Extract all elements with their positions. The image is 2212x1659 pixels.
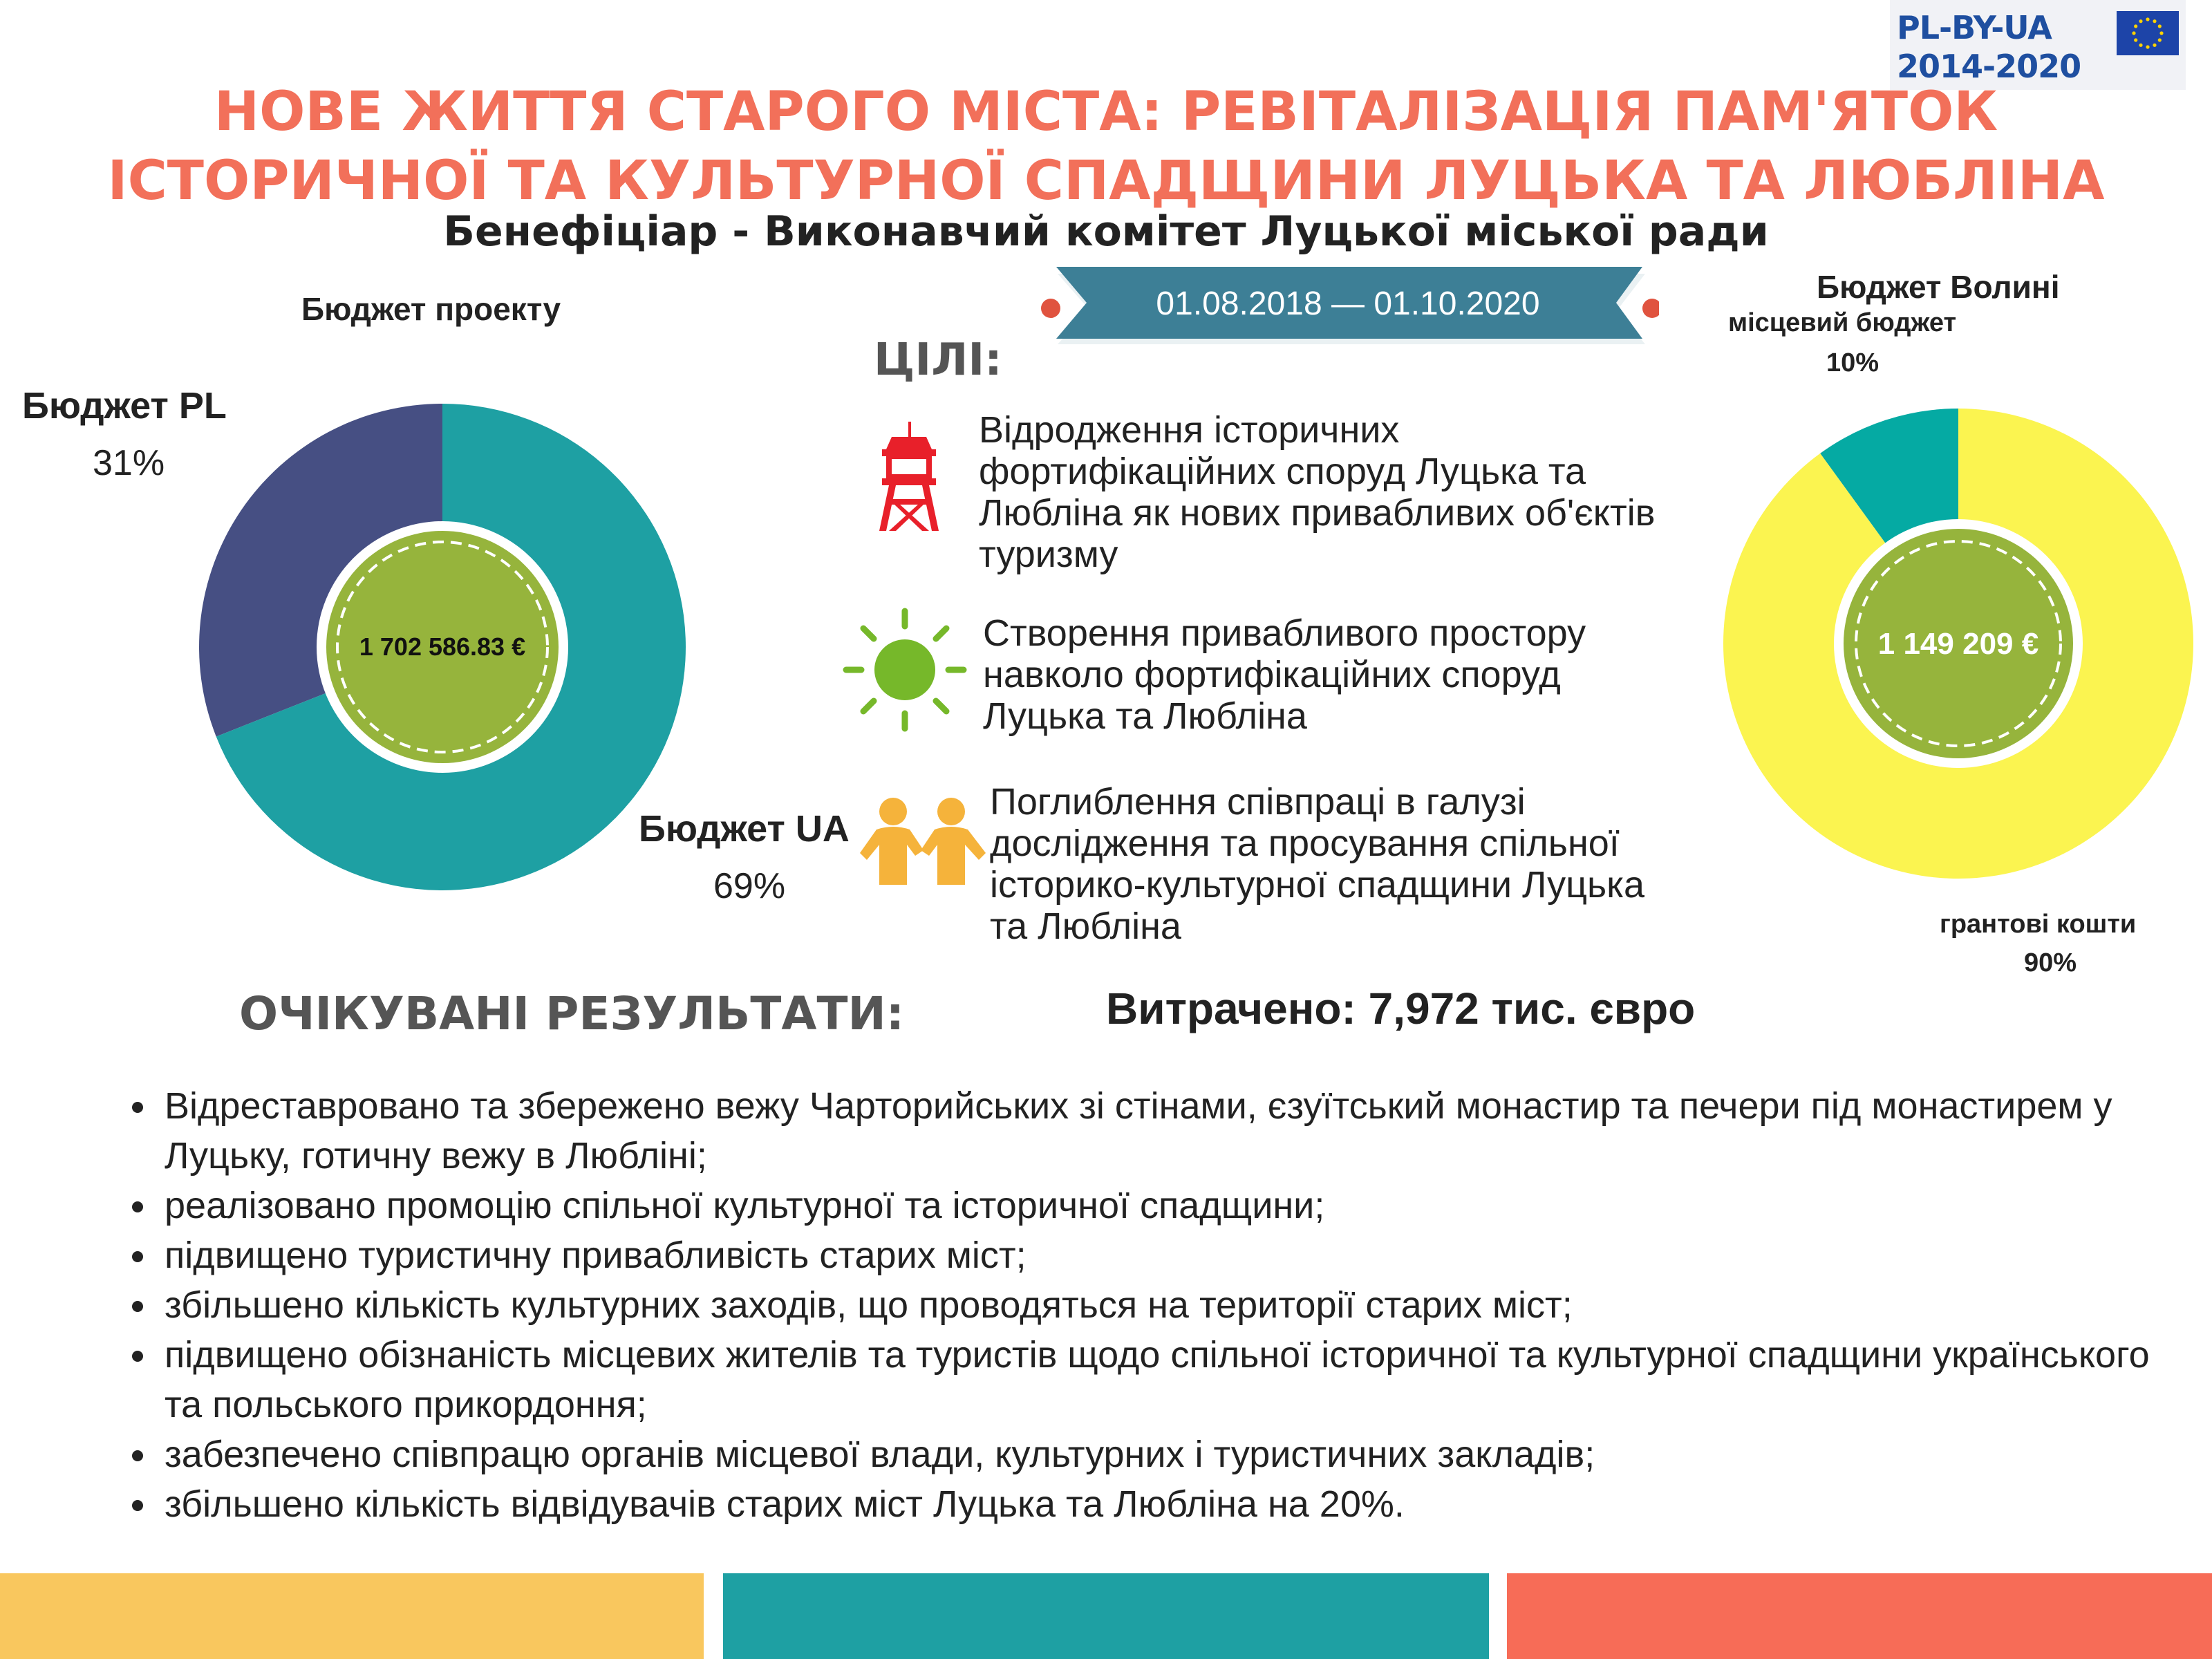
list-item: • підвищено туристичну привабливість старих міст; — [159, 1230, 2177, 1280]
goals-heading: ЦІЛІ: — [874, 335, 1002, 386]
logo-text — [1897, 8, 2081, 86]
list-item: • реалізовано промоцію спільної культурної та історичної спадщини; — [159, 1181, 2177, 1230]
eu-star — [2132, 31, 2135, 35]
ribbon-dot-right — [1642, 299, 1659, 318]
beneficiary: Бенефіціар - Виконавчий комітет Луцької міської ради — [443, 207, 1769, 256]
results-list — [118, 1081, 2177, 1529]
date-range: 01.08.2018 — 01.10.2020 — [1156, 285, 1540, 322]
list-item: • збільшено кількість відвідувачів старих міст Луцька та Любліна на 20%. — [159, 1479, 2177, 1529]
chart1-pct-ua: 69% — [713, 866, 786, 906]
list-item: • збільшено кількість культурних заходів, що проводяться на території старих міст; — [159, 1280, 2177, 1330]
eu-star — [2146, 17, 2149, 21]
chart-project-budget — [194, 398, 691, 896]
ribbon-dot-left — [1041, 299, 1060, 318]
list-item: • Відреставровано та збережено вежу Чарторийських зі стінами, єзуїтський монастир та печери під монастирем у Луцьку, готичну вежу в Любліні; — [159, 1081, 2177, 1181]
eu-star — [2159, 31, 2163, 35]
eu-star — [2158, 24, 2162, 28]
goal-text-2: Створення привабливого простору навколо фортифікаційних споруд Луцька та Любліна — [983, 612, 1586, 737]
eu-star — [2153, 19, 2156, 23]
results-heading: ОЧІКУВАНІ РЕЗУЛЬТАТИ: — [239, 987, 905, 1040]
people-icon — [857, 796, 988, 885]
sun-icon — [841, 606, 969, 734]
eu-star — [2146, 45, 2149, 48]
chart1-title: Бюджет проекту — [301, 291, 561, 327]
eu-star — [2139, 19, 2142, 23]
chart2-label-grant: грантові кошти — [1940, 910, 2137, 939]
logo-line-2: 2014-2020 — [1897, 48, 2081, 85]
chart2-title: Бюджет Волині — [1817, 269, 2060, 305]
spent-amount: Витрачено: 7,972 тис. євро — [1106, 984, 1696, 1033]
goal-text-3: Поглиблення співпраці в галузі дослідження та просування спільної історико-культурної спадщини Луцька та Любліна — [990, 781, 1645, 947]
eu-star — [2158, 38, 2162, 41]
goal-text-1: Відродження історичних фортифікаційних споруд Луцька та Любліна як нових привабливих об'єктів туризму — [979, 409, 1656, 575]
list-item: • забезпечено співпрацю органів місцевої влади, культурних і туристичних закладів; — [159, 1430, 2177, 1479]
eu-star — [2134, 24, 2137, 28]
eu-flag-icon — [2117, 11, 2179, 55]
tower-icon — [878, 422, 940, 531]
eu-star — [2153, 44, 2156, 47]
chart2-label-local: місцевий бюджет — [1728, 308, 1957, 337]
footer-bar-yellow — [0, 1573, 704, 1659]
chart2-center-value: 1 149 209 € — [1877, 627, 2039, 661]
list-item: • підвищено обізнаність місцевих жителів та туристів щодо спільної історичної та культурної спадщини українського та польського прикордоння; — [159, 1330, 2177, 1430]
page-title-line-1: НОВЕ ЖИТТЯ СТАРОГО МІСТА: РЕВІТАЛІЗАЦІЯ ПАМ'ЯТОК — [214, 81, 1998, 143]
chart1-pct-pl: 31% — [93, 443, 165, 483]
chart1-label-ua: Бюджет UA — [639, 808, 850, 850]
chart-volyn-budget — [1720, 405, 2197, 882]
footer-bar-coral — [1507, 1573, 2212, 1659]
chart1-center-value: 1 702 586.83 € — [359, 632, 526, 661]
footer-bar-teal — [723, 1573, 1489, 1659]
page-title-line-2: ІСТОРИЧНОЇ ТА КУЛЬТУРНОЇ СПАДЩИНИ ЛУЦЬКА ТА ЛЮБЛІНА — [107, 150, 2105, 212]
chart1-label-pl: Бюджет PL — [22, 385, 227, 427]
eu-star — [2139, 44, 2142, 47]
chart2-pct-grant: 90% — [2024, 948, 2077, 977]
logo-line-1: PL-BY-UA — [1897, 9, 2052, 46]
chart2-pct-local: 10% — [1826, 348, 1880, 377]
eu-star — [2134, 38, 2137, 41]
